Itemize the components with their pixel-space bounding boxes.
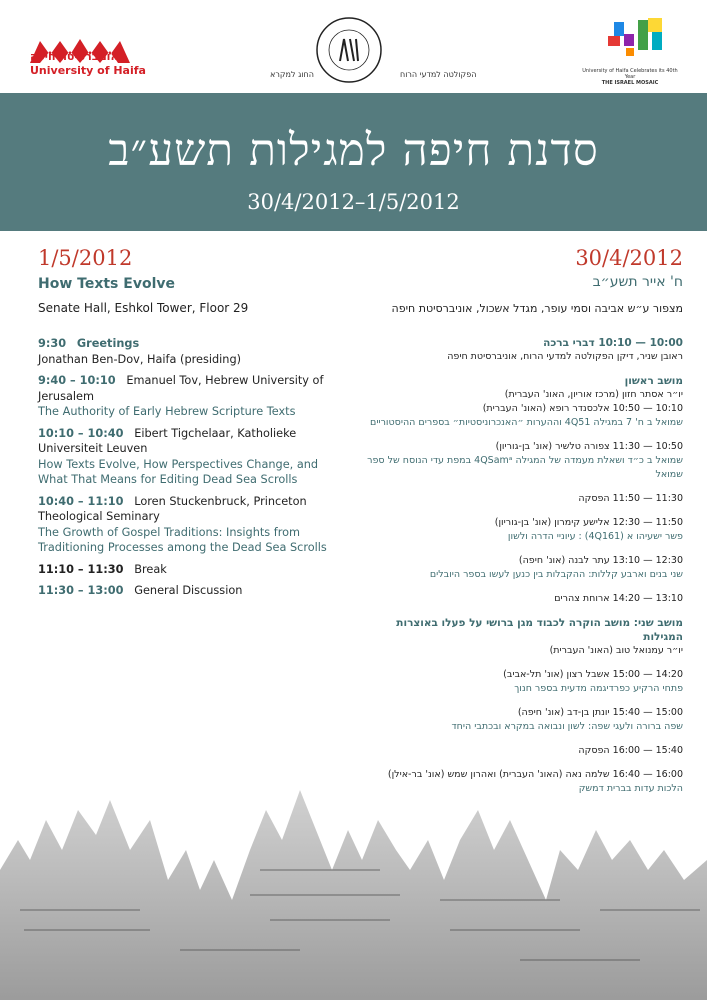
hebrew-subtitle: ח' אייר תשע״ב (592, 274, 683, 290)
program-item (38, 562, 328, 578)
hebrew-program-block (353, 668, 683, 696)
program-item (38, 494, 328, 556)
program-item (38, 426, 328, 488)
hebrew-program-block (353, 492, 683, 506)
english-program (38, 336, 328, 605)
event-title: סדנת חיפה למגילות תשע״ב (108, 125, 599, 176)
block-line: יו״ר עמנואל טוב (האונ' העברית) (549, 645, 683, 656)
department-name-hebrew: החוג למקרא (270, 70, 314, 79)
block-line: 13:10 — 14:20 ארוחת צהרים (554, 593, 683, 604)
block-talk-title: שמואל ב כ״ד ושאלת מעמדה של המגילה 4QSamᵃ במפת עדי הנוסח של ספר שמואל (367, 455, 683, 480)
item-time: 11:10 – 11:30 (38, 562, 124, 576)
hebrew-program-block (353, 374, 683, 430)
item-speaker: Emanuel Tov, Hebrew University of Jerusalem (38, 374, 324, 403)
english-date: 1/5/2012 (38, 246, 133, 270)
block-line: 11:50 — 12:30 אלישע קימרון (אונ' בן-גוריון) (494, 517, 683, 528)
item-label: Break (134, 562, 167, 576)
event-dates: 30/4/2012–1/5/2012 (247, 190, 460, 214)
block-talk-title: שמואל ב ח' 7 במגילה 4Q51 וההערות ״האנכרוניסטיות״ בספרים ההיסטוריים (370, 417, 683, 428)
item-presenter: Jonathan Ben-Dov, Haifa (presiding) (38, 352, 242, 366)
item-time: 10:40 – 11:10 (38, 494, 124, 508)
hebrew-program-block (353, 440, 683, 482)
item-time: 9:30 (38, 337, 67, 350)
item-speaker: Loren Stuckenbruck, Princeton Theological Seminary (38, 494, 307, 523)
hebrew-program-block (353, 616, 683, 658)
item-speaker: Eibert Tigchelaar, Katholieke Universiteit Leuven (38, 426, 297, 455)
block-line: 11:30 — 11:50 הפסקה (578, 493, 683, 504)
hebrew-program-block (353, 554, 683, 582)
hebrew-program-block (353, 516, 683, 544)
block-line: 10:50 — 11:30 צפורה טלשיר (אונ' בן-גוריון) (495, 441, 683, 452)
anniversary-caption-line1: University of Haifa Celebrates its 40th Year (582, 68, 678, 80)
item-time: 10:10 – 10:40 (38, 426, 124, 440)
block-talk-title: שני בנים וארבע קללות: ההקבלות בין כנען לעשו בספר היובלים (429, 569, 683, 580)
block-line: יו״ר אסתר חזון (מרכז אוריון, האונ' העברית) (504, 389, 683, 400)
item-title: How Texts Evolve, How Perspectives Change, and What That Means for Editing Dead Sea Scrolls (38, 457, 319, 486)
item-label: General Discussion (134, 584, 243, 597)
hebrew-date: 30/4/2012 (575, 246, 683, 270)
anniversary-caption (580, 68, 680, 86)
hebrew-program-block (353, 336, 683, 364)
dead-sea-scroll-fragments-image (0, 700, 707, 1000)
block-line: 14:20 — 15:00 אשבל רצון (אונ' תל-אביב) (503, 669, 683, 680)
anniversary-caption-line2: THE ISRAEL MOSAIC (601, 80, 659, 86)
block-line: 15:40 — 16:00 הפסקה (578, 745, 683, 756)
block-heading: 10:00 — 10:10 דברי ברכה (543, 337, 683, 349)
faculty-name-hebrew: הפקולטה למדעי הרוח (400, 70, 477, 79)
program-item (38, 583, 328, 599)
item-title: The Growth of Gospel Traditions: Insights from Traditioning Processes among the Dead Sea Scrolls (38, 525, 327, 554)
fortieth-anniversary-logo (604, 14, 668, 60)
program-item (38, 373, 328, 420)
block-talk-title: שפה ברורה ולעגי שפה: לשון ונבואה במקרא ובכתבי היחד (451, 721, 683, 732)
block-talk-title: פתחי הרקיע כפרדיגמה מדעית בספר חנוך (514, 683, 683, 694)
block-heading: מושב ראשון (624, 375, 683, 387)
block-line: 16:00 — 16:40 שלמה נאה (האונ' העברית) ואהרון שמש (אונ' בר-אילן) (387, 769, 683, 780)
item-time: 11:30 – 13:00 (38, 584, 124, 597)
haifa-name-hebrew: אוניברסיטת חיפה (30, 50, 119, 63)
english-venue: Senate Hall, Eshkol Tower, Floor 29 (38, 301, 249, 315)
block-talk-title: הלכות עדות בברית דמשק (578, 783, 683, 794)
hebrew-program-block (353, 592, 683, 606)
english-subtitle: How Texts Evolve (38, 276, 175, 292)
haifa-name-english: University of Haifa (30, 64, 146, 77)
block-heading: מושב שני: מושב הוקרה לכבוד מגן ברושי על פעלו באוצרות המגילות (396, 617, 683, 643)
block-line: 15:00 — 15:40 יונתן בן-דב (אונ' חיפה) (517, 707, 683, 718)
program-item (38, 336, 328, 367)
hebrew-venue: מצפור ע״ש אביבה וסמי עופר, מגדל אשכול, אוניברסיטת חיפה (391, 302, 683, 315)
block-line: 10:10 — 10:50 אלכסנדר רופא (האונ' העברית) (482, 403, 683, 414)
block-talk-title: פשר ישעיהו א (4Q161) : עיוניי הדרה ולשון (507, 531, 683, 542)
block-line: ראובן שניר, דיקן הפקולטה למדעי הרוח, אוניברסיטת חיפה (447, 351, 683, 362)
faculty-seal-icon (314, 15, 384, 85)
block-line: 12:30 — 13:10 עתר לבנה (אונ' חיפה) (518, 555, 683, 566)
item-label: Greetings (76, 337, 140, 350)
item-title: The Authority of Early Hebrew Scripture Texts (38, 405, 296, 418)
item-time: 9:40 – 10:10 (38, 374, 116, 387)
